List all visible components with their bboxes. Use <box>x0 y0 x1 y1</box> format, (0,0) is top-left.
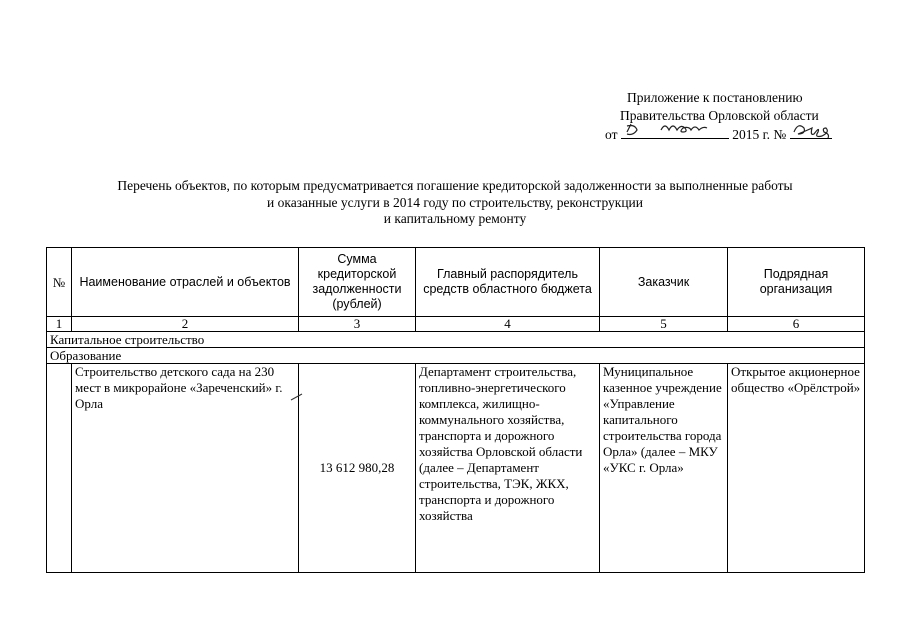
header-name: Наименование отраслей и объектов <box>72 248 299 317</box>
handwritten-date-scribble <box>621 120 731 140</box>
appendix-date-line <box>605 125 875 144</box>
row-number <box>47 364 72 573</box>
column-number: 2 <box>72 317 299 332</box>
column-number-row <box>47 317 865 332</box>
column-number: 1 <box>47 317 72 332</box>
column-number: 6 <box>728 317 865 332</box>
appendix-header <box>605 89 875 144</box>
title-line-1: Перечень объектов, по которым предусматривается погашение кредиторской задолженности за выполненные работы <box>117 178 793 193</box>
table-row <box>47 364 865 573</box>
customer: Муниципальное казенное учреждение «Управление капитального строительства города Орла» (далее – МКУ «УКС г. Орла» <box>600 364 728 573</box>
budget-manager: Департамент строительства, топливно-энергетического комплекса, жилищно-коммунального хозяйства, транспорта и дорожного хозяйства Орловской области (далее – Департамент строительства, ТЭК, ЖКХ, транспорта и дорожного хозяйства <box>416 364 600 573</box>
object-name: Строительство детского сада на 230 мест в микрорайоне «Зареченский» г. Орла <box>72 364 299 573</box>
from-prefix: от <box>605 127 618 142</box>
appendix-line-1: Приложение к постановлению <box>627 90 803 105</box>
handwritten-number <box>790 125 832 139</box>
section-row <box>47 332 865 348</box>
column-number: 3 <box>299 317 416 332</box>
table-header-row <box>47 248 865 317</box>
document-title <box>60 178 850 228</box>
handwritten-date <box>621 125 729 139</box>
column-number: 4 <box>416 317 600 332</box>
appendix-line-2: Правительства Орловской области <box>620 108 819 123</box>
objects-table <box>46 247 865 573</box>
title-line-2: и оказанные услуги в 2014 году по строительству, реконструкции <box>266 194 644 210</box>
section-title: Капитальное строительство <box>47 332 865 348</box>
header-manager: Главный распорядитель средств областного бюджета <box>416 248 600 317</box>
column-number: 5 <box>600 317 728 332</box>
handwritten-number-scribble <box>790 120 836 140</box>
header-contractor: Подрядная организация <box>728 248 865 317</box>
contractor: Открытое акционерное общество «Орёлстрой» <box>728 364 865 573</box>
header-customer: Заказчик <box>600 248 728 317</box>
header-sum: Сумма кредиторской задолженности (рублей) <box>299 248 416 317</box>
header-number: № <box>47 248 72 317</box>
subsection-title: Образование <box>47 348 865 364</box>
subsection-row <box>47 348 865 364</box>
title-line-3: и капитальному ремонту <box>383 211 527 226</box>
debt-sum: 13 612 980,28 <box>299 364 416 573</box>
year-number-part: 2015 г. № <box>732 127 787 142</box>
pen-mark <box>290 392 304 402</box>
